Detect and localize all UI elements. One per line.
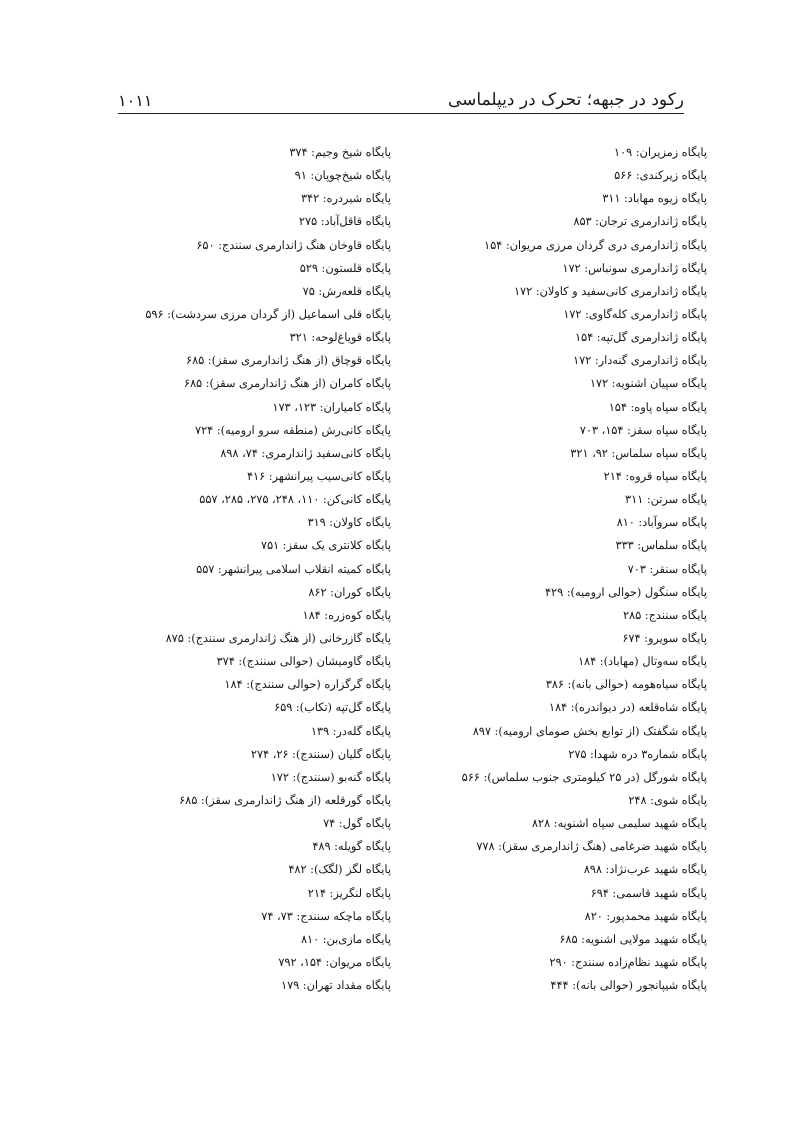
index-entry: پایگاه زیوه مهاباد: ۳۱۱	[602, 192, 707, 206]
index-entry: پایگاه قلی اسماعیل (از گردان مرزی سردشت): ۵۹۶	[145, 307, 391, 321]
index-entry: پایگاه گلیان (سنندج): ۲۶، ۲۷۴	[250, 747, 391, 761]
index-entry: پایگاه لگز (لگک): ۴۸۲	[288, 863, 391, 877]
index-entry: پایگاه شماره۳ دره شهدا: ۲۷۵	[568, 747, 707, 761]
index-entry: پایگاه شهید محمدپور: ۸۲۰	[584, 909, 707, 923]
index-entry: پایگاه کمیته انقلاب اسلامی پیرانشهر: ۵۵۷	[196, 562, 391, 576]
index-entry: پایگاه سپاه پاوه: ۱۵۴	[608, 400, 707, 414]
index-entry: پایگاه شهید عرب‌نژاد: ۸۹۸	[583, 863, 707, 877]
index-entry: پایگاه ژاندارمری دری گردان مرزی مریوان: ۱۵۴	[484, 238, 707, 252]
index-entry: پایگاه شاه‌قلعه (در دیواندره): ۱۸۴	[548, 701, 707, 715]
index-entry: پایگاه شوی: ۲۴۸	[628, 793, 707, 807]
index-entry: پایگاه ماچکه سنندج: ۷۳، ۷۴	[261, 909, 391, 923]
index-entry: پایگاه سنندج: ۲۸۵	[622, 608, 707, 622]
running-header	[118, 89, 684, 114]
index-entry: پایگاه گول: ۷۴	[323, 817, 391, 831]
index-entry: پایگاه ژاندارمری کانی‌سفید و کاولان: ۱۷۲	[513, 284, 707, 298]
index-column-right	[407, 141, 707, 997]
index-entry: پایگاه ژاندارمری سونباس: ۱۷۲	[562, 261, 707, 275]
index-entry: پایگاه کامران (از هنگ ژاندارمری سقز): ۶۸۵	[183, 377, 391, 391]
index-entry: پایگاه قاوخان هنگ ژاندارمری سنندج: ۶۵۰	[196, 238, 391, 252]
index-entry: پایگاه کانی‌کن: ۱۱۰، ۲۴۸، ۲۷۵، ۲۸۵، ۵۵۷	[199, 493, 391, 507]
index-entry: پایگاه ژاندارمری گل‌تپه: ۱۵۴	[574, 331, 707, 345]
index-entry: پایگاه شهید ضرغامی (هنگ ژاندارمری سقز): ۷۷۸	[476, 840, 707, 854]
index-entry: پایگاه کانی‌سیب پیرانشهر: ۴۱۶	[246, 469, 391, 483]
index-entry: پایگاه کامیاران: ۱۲۳، ۱۷۳	[272, 400, 391, 414]
index-entry: پایگاه شگفتک (از توابع بخش صومای ارومیه): ۸۹۷	[472, 724, 707, 738]
index-entry: پایگاه سه‌وتال (مهاباد): ۱۸۴	[577, 655, 707, 669]
index-entry: پایگاه مازی‌بن: ۸۱۰	[300, 932, 391, 946]
index-entry: پایگاه قلعه‌رش: ۷۵	[302, 284, 391, 298]
index-entry: پایگاه کانی‌رش (منطقه سرو ارومیه): ۷۲۴	[195, 423, 391, 437]
index-entry: پایگاه کوه‌زره: ۱۸۴	[302, 608, 391, 622]
index-entry: پایگاه سپیان اشنویه: ۱۷۲	[589, 377, 707, 391]
index-entry: پایگاه گاومیشان (حوالی سنندج): ۳۷۴	[216, 655, 391, 669]
index-entry: پایگاه گل‌تپه (تکاب): ۶۵۹	[274, 701, 391, 715]
index-entry: پایگاه ژاندارمری کله‌گاوی: ۱۷۲	[563, 307, 707, 321]
index-entry: پایگاه کاولان: ۳۱۹	[307, 516, 391, 530]
index-entry: پایگاه سنگول (حوالی ارومیه): ۴۲۹	[544, 585, 707, 599]
index-entry: پایگاه سویرو: ۶۷۴	[622, 631, 707, 645]
index-entry: پایگاه قوچاق (از هنگ ژاندارمری سقز): ۶۸۵	[186, 354, 391, 368]
index-entry: پایگاه شیخ‌چوپان: ۹۱	[294, 169, 391, 183]
index-column-left	[91, 141, 391, 997]
index-entry: پایگاه سپاه قروه: ۲۱۴	[603, 469, 707, 483]
index-entry: پایگاه شهید سلیمی سپاه اشنویه: ۸۲۸	[531, 817, 707, 831]
index-entry: پایگاه سروآباد: ۸۱۰	[616, 516, 707, 530]
index-entry: پایگاه مریوان: ۱۵۴، ۷۹۲	[278, 955, 391, 969]
index-entry: پایگاه سلماس: ۳۳۳	[615, 539, 707, 553]
index-entry: پایگاه کوران: ۸۶۲	[308, 585, 391, 599]
index-entry: پایگاه گازرخانی (از هنگ ژاندارمری سنندج): ۸۷۵	[165, 631, 391, 645]
index-entry: پایگاه زیرکندی: ۵۶۶	[614, 169, 707, 183]
index-entry: پایگاه شیردره: ۳۴۲	[300, 192, 391, 206]
index-entry: پایگاه قاقل‌آباد: ۲۷۵	[298, 215, 391, 229]
index-entry: پایگاه شیپانجور (حوالی بانه): ۴۴۴	[550, 979, 707, 993]
index-entry: پایگاه سیاه‌هومه (حوالی بانه): ۳۸۶	[545, 678, 707, 692]
index-entry: پایگاه شهید مولایی اشنویه: ۶۸۵	[559, 932, 707, 946]
index-entry: پایگاه گنه‌بو (سنندج): ۱۷۲	[270, 770, 391, 784]
index-entry: پایگاه لنگریز: ۲۱۴	[307, 886, 391, 900]
index-entry: پایگاه گرگزاره (حوالی سنندج): ۱۸۴	[224, 678, 391, 692]
index-entry: پایگاه شهید قاسمی: ۶۹۴	[590, 886, 707, 900]
index-entry: پایگاه کانی‌سفید ژاندارمری: ۷۴، ۸۹۸	[220, 446, 391, 460]
index-entry: پایگاه ژاندارمری ترجان: ۸۵۳	[573, 215, 707, 229]
index-entry: پایگاه سنقر: ۷۰۳	[627, 562, 707, 576]
index-entry: پایگاه قویاغ‌لوحه: ۳۲۱	[289, 331, 391, 345]
index-entry: پایگاه کلانتری یک سقز: ۷۵۱	[260, 539, 391, 553]
index-entry: پایگاه شهید نظام‌زاده سنندج: ۲۹۰	[549, 955, 707, 969]
index-entry: پایگاه شیخ وجیم: ۳۷۴	[289, 146, 391, 159]
page-number: ۱۰۱۱	[118, 91, 153, 110]
chapter-title: رکود در جبهه؛ تحرک در دیپلماسی	[447, 90, 684, 110]
index-entry: پایگاه گویله: ۴۸۹	[312, 840, 391, 854]
index-entry: پایگاه سرتن: ۳۱۱	[625, 493, 707, 507]
index-entry: پایگاه ژاندارمری گنه‌دار: ۱۷۲	[573, 354, 707, 368]
index-entry: پایگاه گله‌در: ۱۳۹	[310, 724, 391, 738]
index-entry: پایگاه شورگل (در ۲۵ کیلومتری جنوب سلماس): ۵۶۶	[461, 770, 707, 784]
index-entry: پایگاه قلستون: ۵۲۹	[299, 261, 391, 275]
index-entry: پایگاه مقداد تهران: ۱۷۹	[281, 979, 391, 993]
index-entry: پایگاه سپاه سقز: ۱۵۴، ۷۰۳	[579, 423, 707, 437]
index-entry: پایگاه گورقلعه (از هنگ ژاندارمری سقز): ۶۸۵	[179, 793, 391, 807]
index-entry: پایگاه سپاه سلماس: ۹۲، ۳۲۱	[570, 446, 707, 460]
index-entry: پایگاه زمزیران: ۱۰۹	[613, 146, 707, 159]
